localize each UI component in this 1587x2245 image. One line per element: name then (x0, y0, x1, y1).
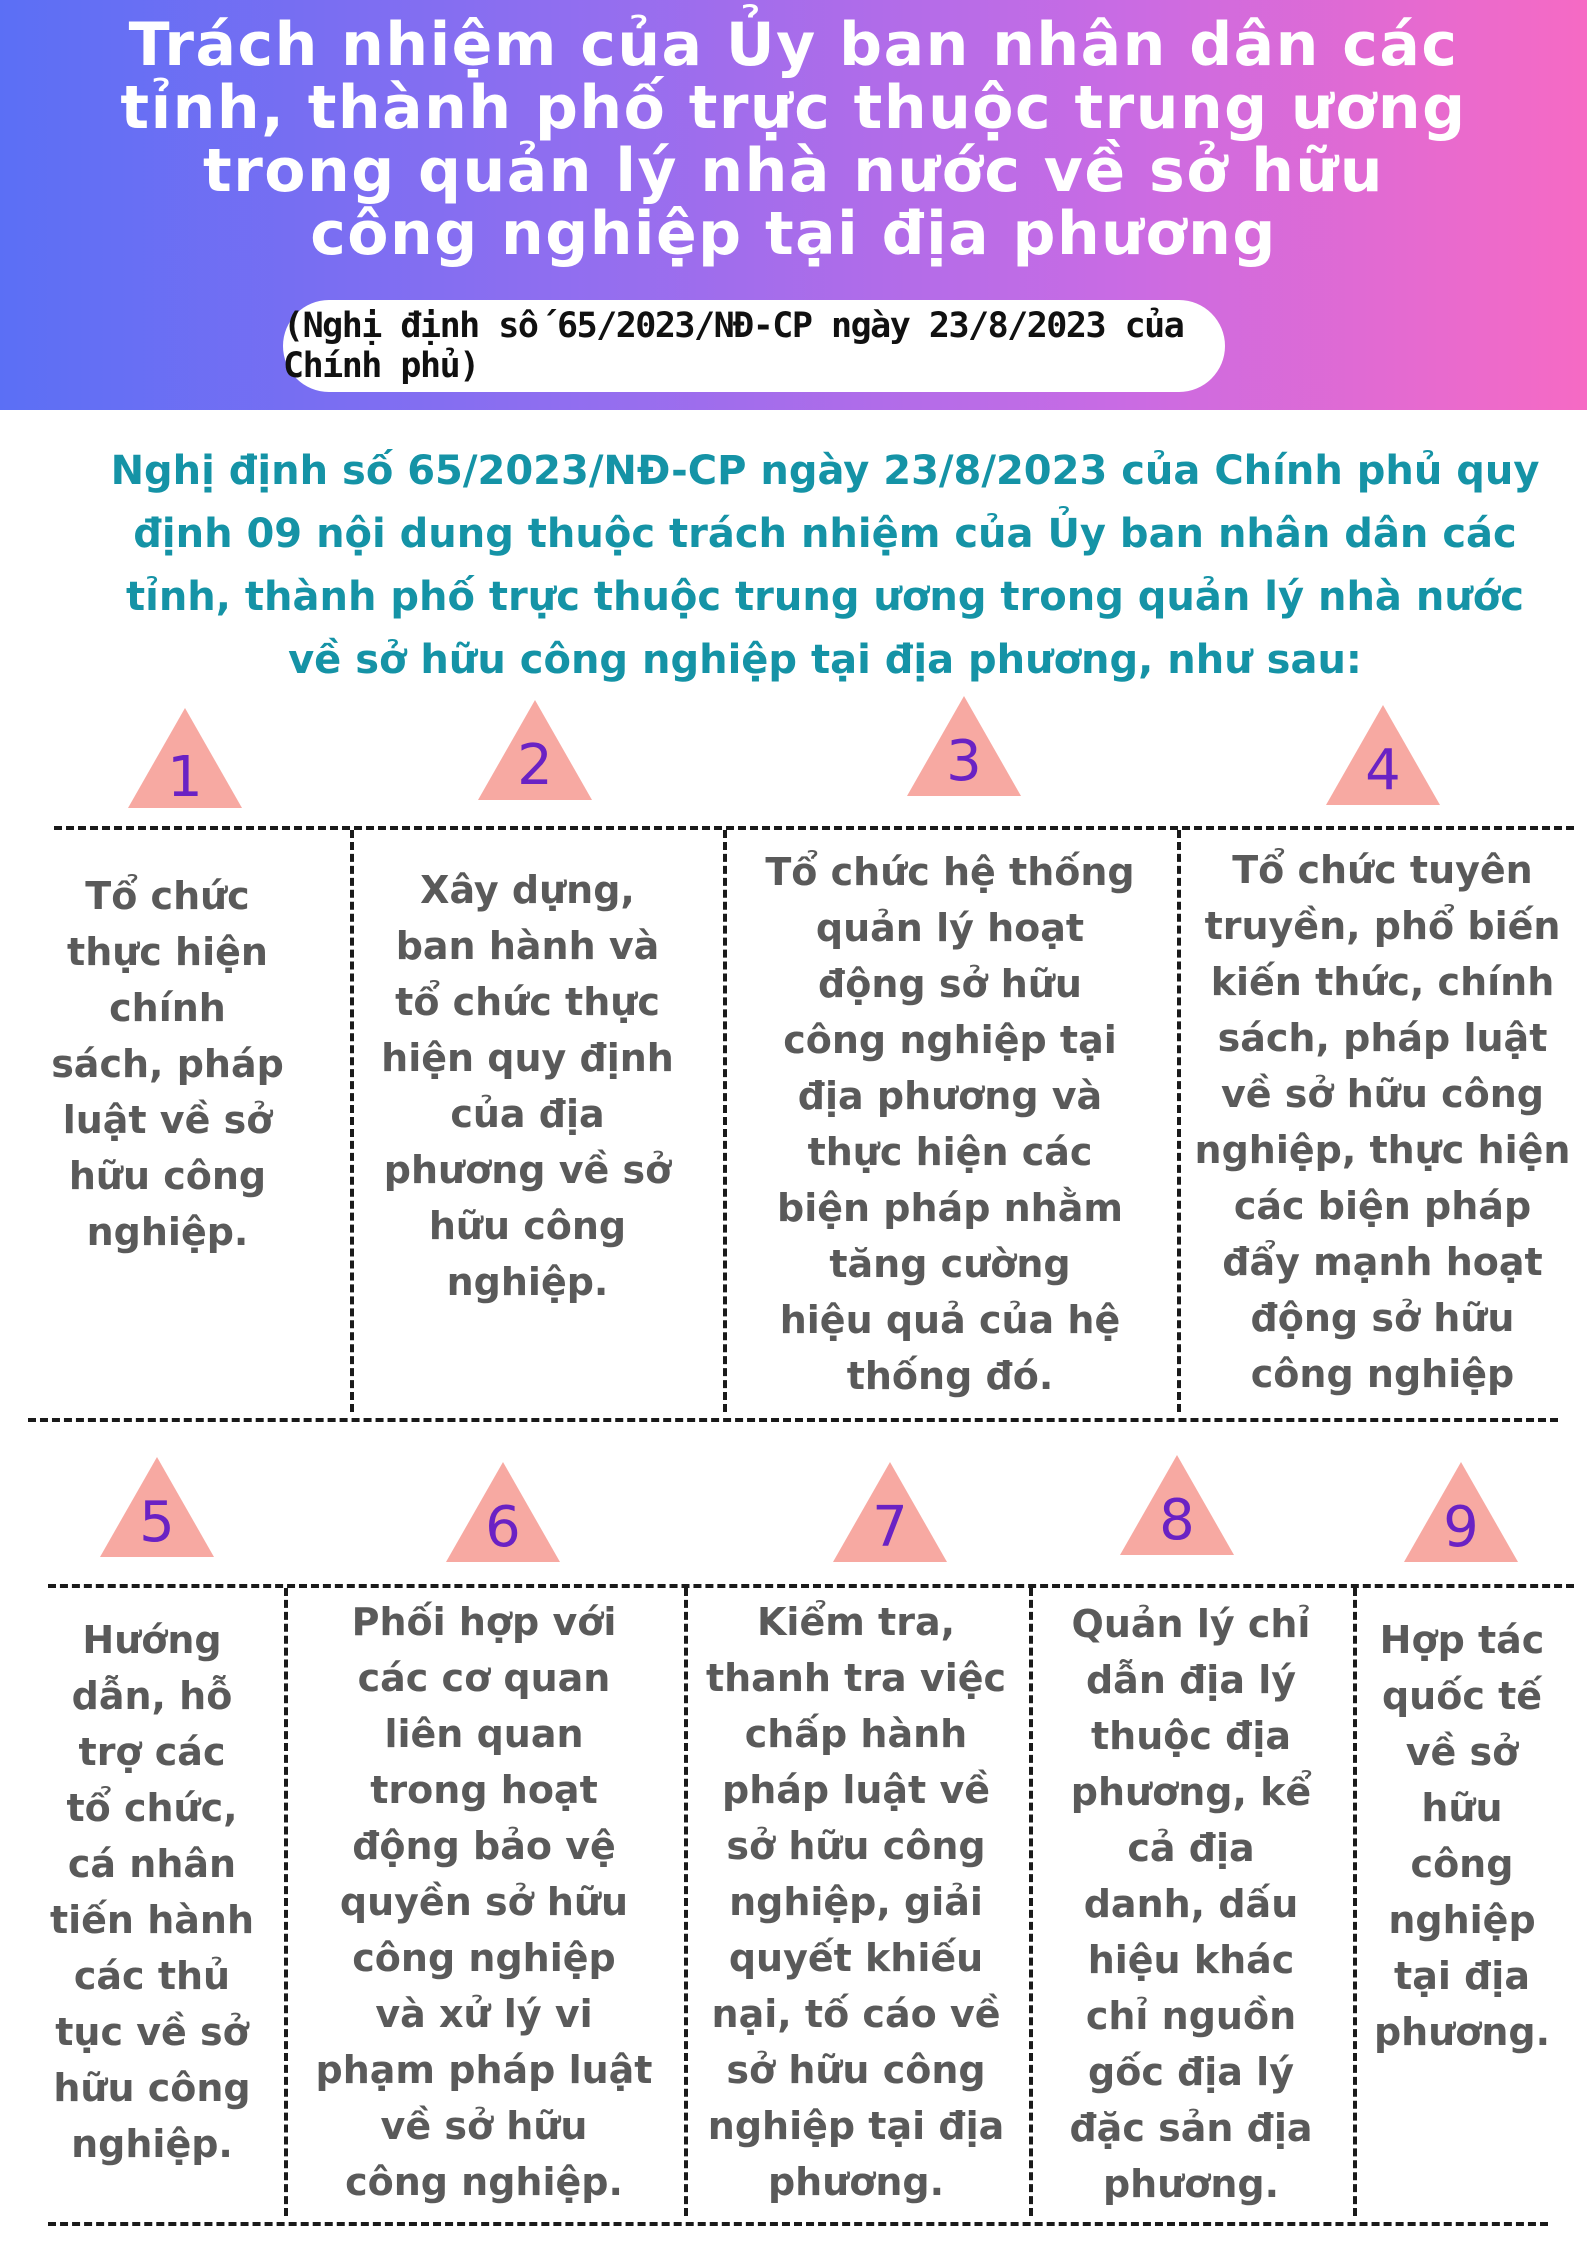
decree-badge (283, 300, 1225, 392)
item-7-text: Kiểm tra, thanh tra việc chấp hành pháp luật về sở hữu công nghiệp, giải quyết khiếu nại, tố cáo về sở hữu công nghiệp tại địa phương. (705, 1600, 1007, 2204)
item-number: 5 (139, 1490, 175, 1555)
header-banner (0, 0, 1587, 410)
item-1-badge (128, 708, 242, 808)
item-9-badge (1404, 1462, 1518, 1562)
item-4-text: Tổ chức tuyên truyền, phổ biến kiến thức, chính sách, pháp luật về sở hữu công nghiệp, thực hiện các biện pháp đẩy mạnh hoạt động sở hữu công nghiệp (1194, 848, 1571, 1396)
item-1-text: Tổ chức thực hiện chính sách, pháp luật về sở hữu công nghiệp. (51, 874, 284, 1254)
item-5-text: Hướng dẫn, hỗ trợ các tổ chức, cá nhân tiến hành các thủ tục về sở hữu công nghiệp. (49, 1618, 255, 2166)
item-8-text: Quản lý chỉ dẫn địa lý thuộc địa phương, kể cả địa danh, dấu hiệu khác chỉ nguồn gốc địa lý đặc sản địa phương. (1069, 1602, 1313, 2206)
item-number: 4 (1365, 738, 1401, 803)
column-divider (350, 830, 354, 1412)
item-number: 7 (872, 1495, 908, 1560)
item-6-badge (446, 1462, 560, 1562)
item-2-text: Xây dựng, ban hành và tổ chức thực hiện quy định của địa phương về sở hữu công nghiệp. (381, 868, 674, 1304)
row-1-top-divider (54, 826, 1574, 830)
row-1-bottom-divider (28, 1418, 1558, 1422)
column-divider (1177, 830, 1181, 1412)
item-6-text: Phối hợp với các cơ quan liên quan trong hoạt động bảo vệ quyền sở hữu công nghiệp và xử lý vi phạm pháp luật về sở hữu công nghiệp. (315, 1600, 653, 2204)
column-divider (684, 1588, 688, 2216)
item-number: 3 (946, 729, 982, 794)
intro-paragraph: Nghị định số 65/2023/NĐ-CP ngày 23/8/2023 của Chính phủ quy định 09 nội dung thuộc trách nhiệm của Ủy ban nhân dân các tỉnh, thành phố trực thuộc trung ương trong quản lý nhà nước về sở hữu công nghiệp tại địa phương, như sau: (110, 448, 1540, 683)
item-number: 1 (167, 745, 203, 810)
page-title: Trách nhiệm của Ủy ban nhân dân các tỉnh, thành phố trực thuộc trung ương trong quản lý nhà nước về sở hữu công nghiệp tại địa phương (120, 10, 1467, 269)
row-2-bottom-divider (48, 2222, 1548, 2226)
item-9-text: Hợp tác quốc tế về sở hữu công nghiệp tại địa phương. (1373, 1618, 1551, 2054)
decree-label: (Nghị định số 65/2023/NĐ-CP ngày 23/8/2023 của Chính phủ) (283, 306, 1184, 386)
row-2-top-divider (48, 1584, 1574, 1588)
item-3-text: Tổ chức hệ thống quản lý hoạt động sở hữu công nghiệp tại địa phương và thực hiện các biện pháp nhằm tăng cường hiệu quả của hệ thống đó. (765, 850, 1135, 1398)
item-3-badge (907, 696, 1021, 796)
item-number: 9 (1443, 1495, 1479, 1560)
column-divider (1353, 1588, 1357, 2216)
item-8-badge (1120, 1455, 1234, 1555)
item-7-badge (833, 1462, 947, 1562)
item-number: 8 (1159, 1488, 1195, 1553)
column-divider (723, 830, 727, 1412)
column-divider (284, 1588, 288, 2216)
item-number: 6 (485, 1495, 521, 1560)
column-divider (1029, 1588, 1033, 2216)
item-4-badge (1326, 705, 1440, 805)
item-2-badge (478, 700, 592, 800)
item-5-badge (100, 1457, 214, 1557)
item-number: 2 (517, 733, 553, 798)
